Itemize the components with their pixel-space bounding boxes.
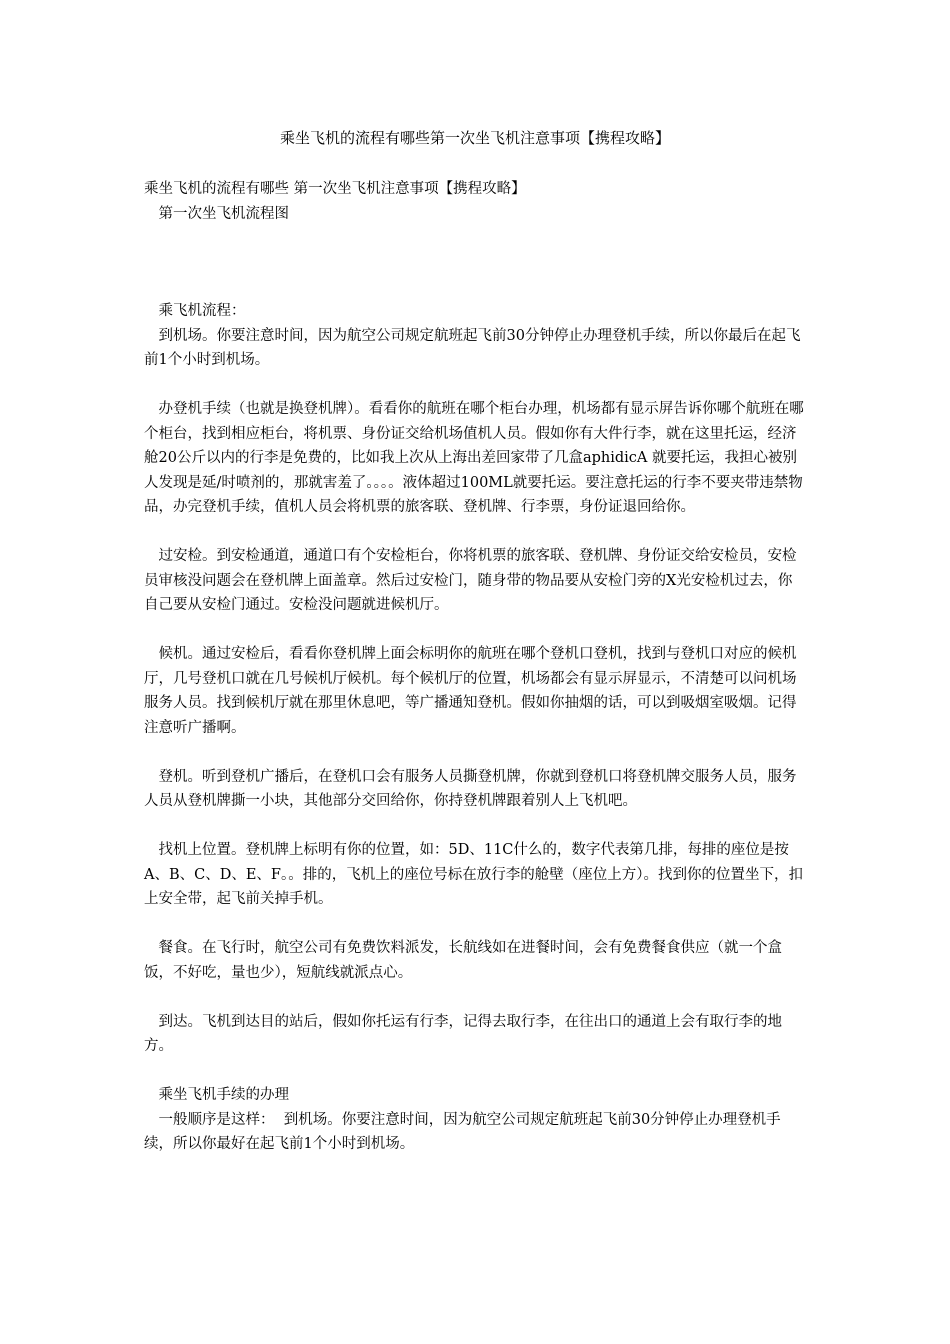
paragraph-gap [144,373,806,398]
paragraph-security: 过安检。到安检通道，通道口有个安检柜台，你将机票的旅客联、登机牌、身份证交给安检员，安检员审核没问题会在登机牌上面盖章。然后过安检门，随身带的物品要从安检门旁的X光安检机过去，你自己要从安检门通过。安检没问题就进候机厅。 [144,548,797,613]
paragraph-gap [144,520,806,545]
paragraph-gap [144,740,806,765]
paragraph-gap [144,912,806,937]
paragraph-general-order: 一般顺序是这样： 到机场。你要注意时间，因为航空公司规定航班起飞前30分钟停止办理登机手续，所以你最好在起飞前1个小时到机场。 [144,1111,781,1152]
figure-placeholder [144,226,806,299]
paragraph-boarding: 登机。听到登机广播后，在登机口会有服务人员撕登机牌，你就到登机口将登机牌交服务人员，服务人员从登机牌撕一小块，其他部分交回给你，你持登机牌跟着别人上飞机吧。 [144,768,797,809]
paragraph-gap [144,618,806,643]
paragraph-gap [144,1059,806,1084]
figure-caption: 第一次坐飞机流程图 [158,205,289,222]
paragraph-gap [144,814,806,839]
document-body [144,177,806,1157]
paragraph-waiting: 候机。通过安检后，看看你登机牌上面会标明你的航班在哪个登机口登机，找到与登机口对应的候机厅，几号登机口就在几号候机厅候机。每个候机厅的位置，机场都会有显示屏显示，不清楚可以问机场服务人员。找到候机厅就在那里休息吧，等广播通知登机。假如你抽烟的话，可以到吸烟室吸烟。记得注意听广播啊。 [144,646,797,736]
paragraph-find-seat: 找机上位置。登机牌上标明有你的位置，如：5D、11C什么的，数字代表第几排，每排的座位是按A、B、C、D、E、F。。排的，飞机上的座位号标在放行李的舱壁（座位上方）。找到你的位置坐下，扣上安全带，起飞前关掉手机。 [144,842,803,907]
section-heading-flow: 乘飞机流程： [158,303,246,319]
section-heading-procedures: 乘坐飞机手续的办理 [158,1087,289,1103]
paragraph-check-in: 办登机手续（也就是换登机牌）。看看你的航班在哪个柜台办理，机场都有显示屏告诉你哪个航班在哪个柜台，找到相应柜台，将机票、身份证交给机场值机人员。假如你有大件行李，就在这里托运，经济舱20公斤以内的行李是免费的，比如我上次从上海出差回家带了几盒aphidicA 就要托运，我担心被别人发现是延/时喷剂的，那就害羞了。。。。液体超过100ML就要托运。要注意托运的行李不要夹带违禁物品，办完登机手续，值机人员会将机票的旅客联、登机牌、行李票，身份证退回给你。 [144,401,804,515]
paragraph-arrive-airport: 到机场。你要注意时间，因为航空公司规定航班起飞前30分钟停止办理登机手续，所以你最后在起飞前1个小时到机场。 [144,327,801,368]
document-subtitle: 乘坐飞机的流程有哪些 第一次坐飞机注意事项【携程攻略】 [144,181,526,197]
document-title: 乘坐飞机的流程有哪些第一次坐飞机注意事项【携程攻略】 [279,129,670,147]
paragraph-gap [144,985,806,1010]
paragraph-arrival: 到达。飞机到达目的站后，假如你托运有行李，记得去取行李，在往出口的通道上会有取行李的地方。 [144,1013,782,1054]
paragraph-meals: 餐食。在飞行时，航空公司有免费饮料派发，长航线如在进餐时间，会有免费餐食供应（就一个盒饭，不好吃，量也少），短航线就派点心。 [144,940,782,981]
